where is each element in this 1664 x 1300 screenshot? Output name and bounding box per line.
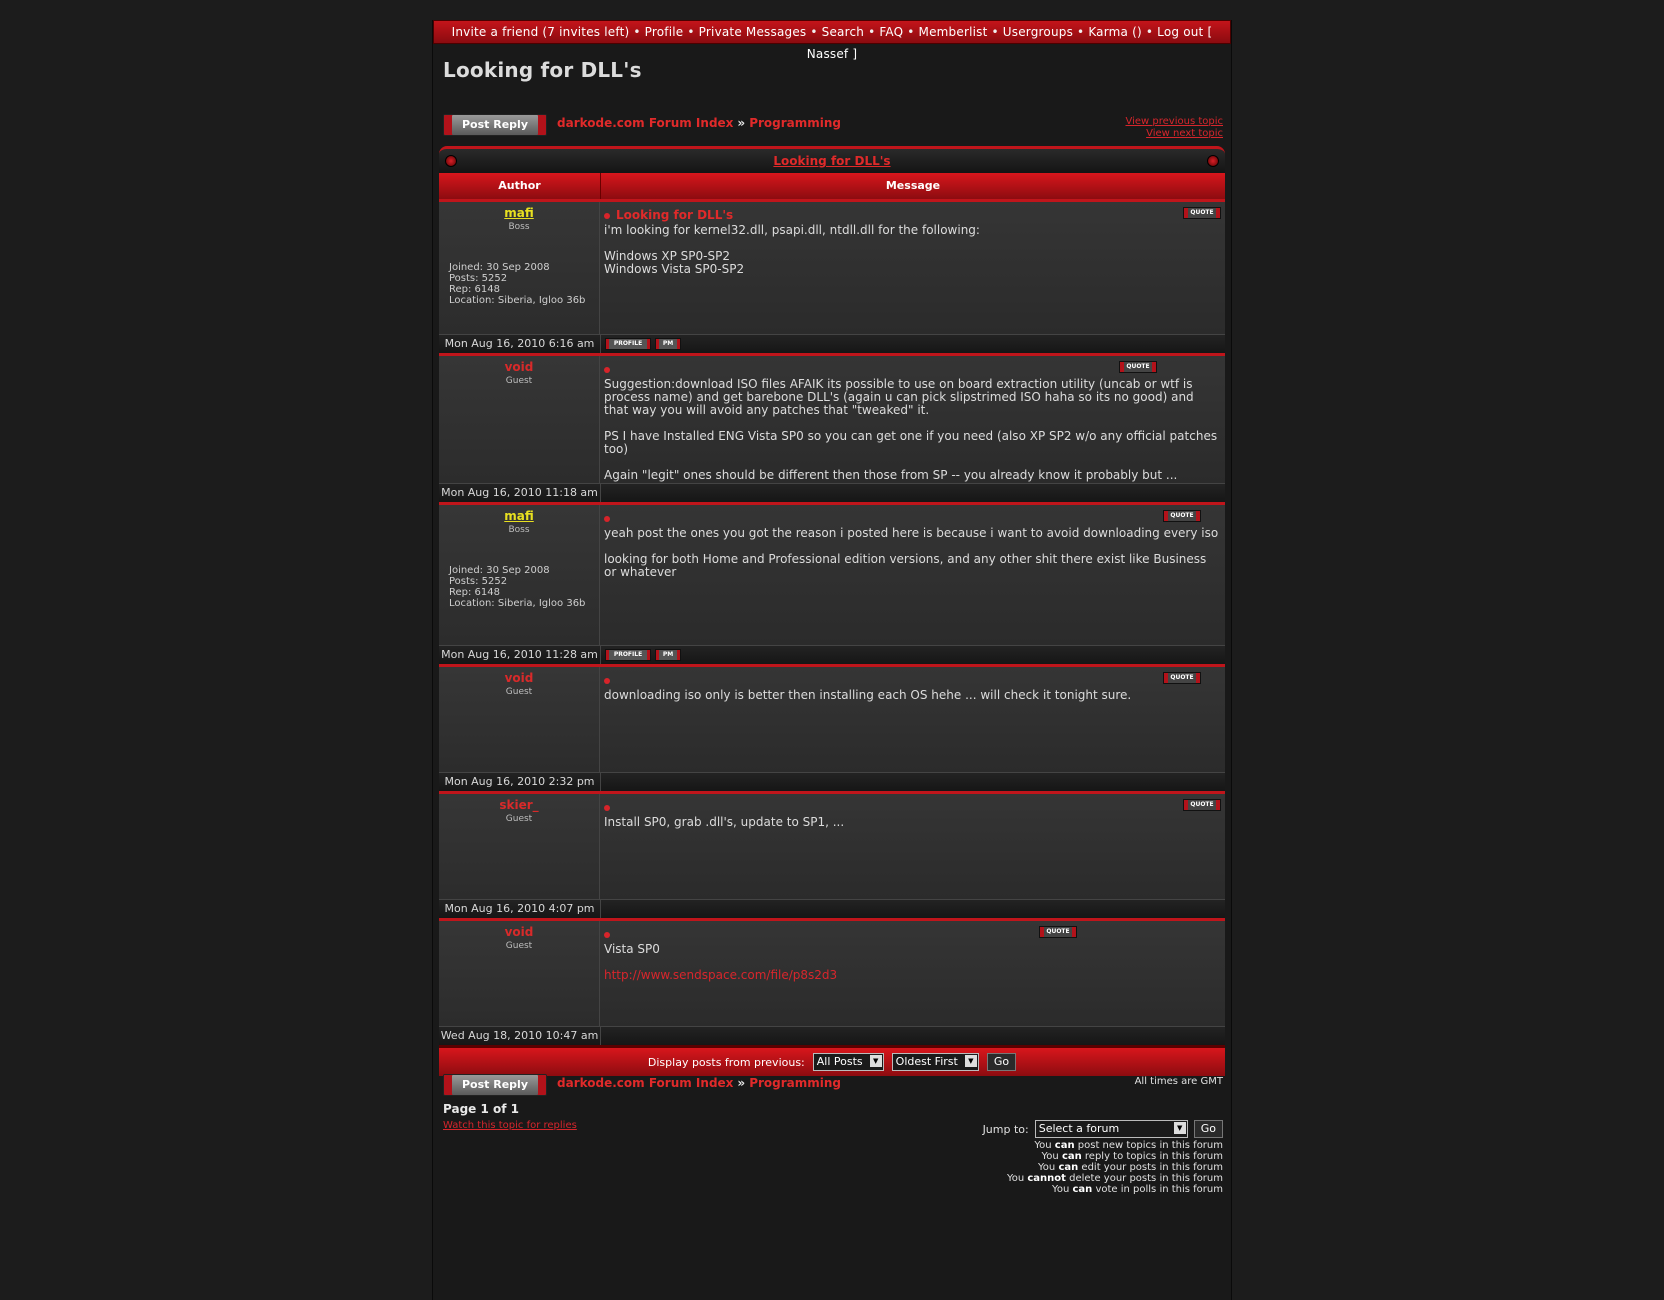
post-link-line — [604, 969, 1221, 982]
post-footer — [439, 334, 1225, 353]
post-reply-button[interactable]: Post Reply — [443, 114, 547, 136]
nav-faq[interactable]: FAQ — [879, 25, 904, 39]
post-actions — [601, 900, 1225, 918]
post-author-name[interactable]: mafi — [504, 509, 534, 523]
post-footer — [439, 483, 1225, 502]
post-subject — [604, 673, 1221, 687]
post-message-cell — [600, 667, 1225, 772]
post-icon — [604, 932, 610, 938]
post-subject — [604, 800, 1221, 814]
post-author-name: void — [504, 671, 534, 685]
author-location: Location: Siberia, Igloo 36b — [449, 295, 586, 306]
profile-button[interactable]: PROFILE — [605, 338, 651, 350]
post-author-name: void — [504, 925, 534, 939]
display-posts-label: Display posts from previous: — [647, 1055, 805, 1069]
jump-go-button[interactable]: Go — [1194, 1120, 1223, 1138]
post-actions — [601, 773, 1225, 791]
quote-button[interactable]: QUOTE — [1119, 361, 1157, 373]
post-author-rank: Guest — [505, 376, 533, 386]
post-filter-select[interactable] — [813, 1053, 884, 1071]
breadcrumb-index-link[interactable]: darkode.com Forum Index — [557, 1076, 734, 1090]
profile-button[interactable]: PROFILE — [605, 649, 651, 661]
post-body: downloading iso only is better then installing each OS hehe ... will check it tonight sure. — [604, 688, 1132, 702]
post-message-cell — [600, 202, 1225, 334]
post-order-select[interactable] — [892, 1053, 979, 1071]
post-subject-text: Looking for DLL's — [616, 208, 734, 222]
post-row — [439, 664, 1225, 772]
post-row — [439, 199, 1225, 334]
post-icon — [604, 678, 610, 684]
post-author-cell — [439, 921, 600, 1026]
post-filter-value: All Posts — [816, 1055, 863, 1068]
post-actions — [601, 484, 1225, 502]
post-message-cell — [600, 794, 1225, 899]
post-body: i'm looking for kernel32.dll, psapi.dll, ntdll.dll for the following: Windows XP SP0-SP2 Windows Vista SP0-SP2 — [604, 223, 980, 276]
display-go-button[interactable]: Go — [987, 1053, 1016, 1071]
post-author-cell — [439, 356, 600, 483]
post-subject — [604, 927, 1221, 941]
chevron-down-icon: ▼ — [965, 1055, 977, 1067]
message-column-header: Message — [885, 179, 941, 192]
sendspace-link[interactable]: http://www.sendspace.com/file/p8s2d3 — [604, 968, 838, 982]
nav-private-messages[interactable]: Private Messages — [698, 25, 807, 39]
post-footer — [439, 645, 1225, 664]
post-body: Suggestion:download ISO files AFAIK its possible to use on board extraction utility (uncab or wtf is process name) and get barebone DLL's (again u can pick slipstrimed ISO haha so its no good) and that way you will avoid any patches that "tweaked" it. PS I have Installed ENG Vista SP0 so you can get one if you need (also XP SP2 w/o any official patches too) Again "legit" ones should be different then those from SP -- you already know it probably but ... — [604, 377, 1218, 482]
post-author-cell — [439, 202, 600, 334]
post-author-rank: Guest — [505, 814, 533, 824]
post-date: Mon Aug 16, 2010 4:07 pm — [439, 900, 601, 918]
post-order-value: Oldest First — [895, 1055, 958, 1068]
post-date: Mon Aug 16, 2010 11:28 am — [439, 646, 601, 664]
nav-usergroups[interactable]: Usergroups — [1002, 25, 1074, 39]
post-date: Mon Aug 16, 2010 6:16 am — [439, 335, 601, 353]
breadcrumb — [557, 116, 841, 130]
post-author-rank: Guest — [505, 687, 533, 697]
quote-button[interactable]: QUOTE — [1183, 207, 1221, 219]
post-body: Install SP0, grab .dll's, update to SP1, ... — [604, 815, 845, 829]
topic-navigation — [1125, 116, 1223, 140]
post-author-name: skier_ — [499, 798, 539, 812]
author-joined: Joined: 30 Sep 2008 — [449, 565, 550, 576]
post-message-cell — [600, 356, 1225, 483]
author-rep: Rep: 6148 — [449, 587, 500, 598]
table-title-link[interactable]: Looking for DLL's — [773, 154, 891, 168]
permission-line: You can vote in polls in this forum — [1052, 1184, 1223, 1195]
chevron-down-icon: ▼ — [1174, 1122, 1186, 1134]
post-actions — [601, 646, 1225, 664]
post-date: Mon Aug 16, 2010 11:18 am — [439, 484, 601, 502]
nav-memberlist[interactable]: Memberlist — [918, 25, 988, 39]
post-author-name: void — [504, 360, 534, 374]
table-header — [439, 173, 1225, 199]
table-title-bar — [439, 146, 1225, 173]
pm-button[interactable]: PM — [655, 649, 681, 661]
view-next-topic-link[interactable]: View next topic — [1146, 128, 1223, 139]
post-message-cell — [600, 921, 1225, 1026]
author-posts: Posts: 5252 — [449, 576, 508, 587]
nav-search[interactable]: Search — [821, 25, 865, 39]
author-posts: Posts: 5252 — [449, 273, 508, 284]
post-icon — [604, 805, 610, 811]
post-row — [439, 918, 1225, 1026]
post-author-info — [439, 262, 599, 306]
author-location: Location: Siberia, Igloo 36b — [449, 598, 586, 609]
breadcrumb-forum-link[interactable]: Programming — [749, 1076, 842, 1090]
post-author-rank: Boss — [508, 525, 530, 535]
post-author-cell — [439, 505, 600, 645]
breadcrumb-bottom — [557, 1076, 841, 1090]
quote-button[interactable]: QUOTE — [1163, 510, 1201, 522]
jump-to-label: Jump to: — [982, 1122, 1029, 1136]
forum-permissions — [1007, 1140, 1223, 1195]
post-author-info — [439, 565, 599, 609]
post-actions — [601, 1027, 1225, 1045]
title-bar-right-dot-icon — [1207, 155, 1219, 167]
post-row — [439, 791, 1225, 899]
timezone-note: All times are GMT — [1134, 1076, 1223, 1087]
post-date: Wed Aug 18, 2010 10:47 am — [439, 1027, 601, 1045]
posts-table — [439, 146, 1225, 1076]
nav-invite[interactable]: Invite a friend (7 invites left) — [451, 25, 630, 39]
breadcrumb-forum-link[interactable]: Programming — [749, 116, 842, 130]
post-footer — [439, 772, 1225, 791]
watch-topic-link[interactable]: Watch this topic for replies — [443, 1120, 577, 1131]
post-reply-button-bottom[interactable]: Post Reply — [443, 1074, 547, 1096]
post-body: yeah post the ones you got the reason i posted here is because i want to avoid downloading every iso looking for both Home and Professional edition versions, and any other shit there exist like Business or whatever — [604, 526, 1219, 579]
post-subject — [604, 208, 1221, 222]
quote-button[interactable]: QUOTE — [1039, 926, 1077, 938]
post-author-rank: Boss — [508, 222, 530, 232]
jump-forum-select[interactable] — [1035, 1120, 1188, 1138]
watch-topic — [443, 1120, 577, 1131]
post-author-name[interactable]: mafi — [504, 206, 534, 220]
post-icon — [604, 213, 610, 219]
quote-button[interactable]: QUOTE — [1183, 799, 1221, 811]
post-icon — [604, 516, 610, 522]
page-title: Looking for DLL's — [443, 58, 642, 82]
post-date: Mon Aug 16, 2010 2:32 pm — [439, 773, 601, 791]
breadcrumb-separator: » — [737, 1076, 746, 1090]
post-author-rank: Guest — [505, 941, 533, 951]
breadcrumb-separator: » — [737, 116, 746, 130]
post-footer — [439, 1026, 1225, 1045]
display-options-bar — [439, 1045, 1225, 1076]
quote-button[interactable]: QUOTE — [1163, 672, 1201, 684]
post-row — [439, 353, 1225, 483]
author-joined: Joined: 30 Sep 2008 — [449, 262, 550, 273]
chevron-down-icon: ▼ — [870, 1055, 882, 1067]
forum-page — [432, 20, 1232, 1300]
nav-profile[interactable]: Profile — [644, 25, 684, 39]
pm-button[interactable]: PM — [655, 338, 681, 350]
top-navigation: Invite a friend (7 invites left) • Profile • Private Messages • Search • FAQ • Memberlist • Usergroups • Karma () • Log out [ Nassef ] — [433, 20, 1231, 44]
post-row — [439, 502, 1225, 645]
pagination-info: Page 1 of 1 — [443, 1102, 519, 1116]
nav-karma[interactable]: Karma () — [1088, 25, 1142, 39]
permission-line: You can reply to topics in this forum — [1041, 1151, 1223, 1162]
post-author-cell — [439, 667, 600, 772]
author-rep: Rep: 6148 — [449, 284, 500, 295]
post-footer — [439, 899, 1225, 918]
post-author-cell — [439, 794, 600, 899]
post-actions — [601, 335, 1225, 353]
post-subject — [604, 511, 1221, 525]
post-body: Vista SP0 — [604, 942, 660, 956]
title-bar-left-dot-icon — [445, 155, 457, 167]
author-column-header: Author — [439, 173, 601, 199]
permission-line: You can edit your posts in this forum — [1038, 1162, 1223, 1173]
permission-line: You cannot delete your posts in this forum — [1006, 1173, 1223, 1184]
jump-to — [983, 1120, 1223, 1138]
post-icon — [604, 367, 610, 373]
nav-logout[interactable]: Log out [ Nassef ] — [806, 25, 1213, 61]
jump-forum-value: Select a forum — [1038, 1122, 1120, 1135]
permission-line: You can post new topics in this forum — [1034, 1140, 1223, 1151]
breadcrumb-index-link[interactable]: darkode.com Forum Index — [557, 116, 734, 130]
view-previous-topic-link[interactable]: View previous topic — [1125, 116, 1223, 127]
post-message-cell — [600, 505, 1225, 645]
